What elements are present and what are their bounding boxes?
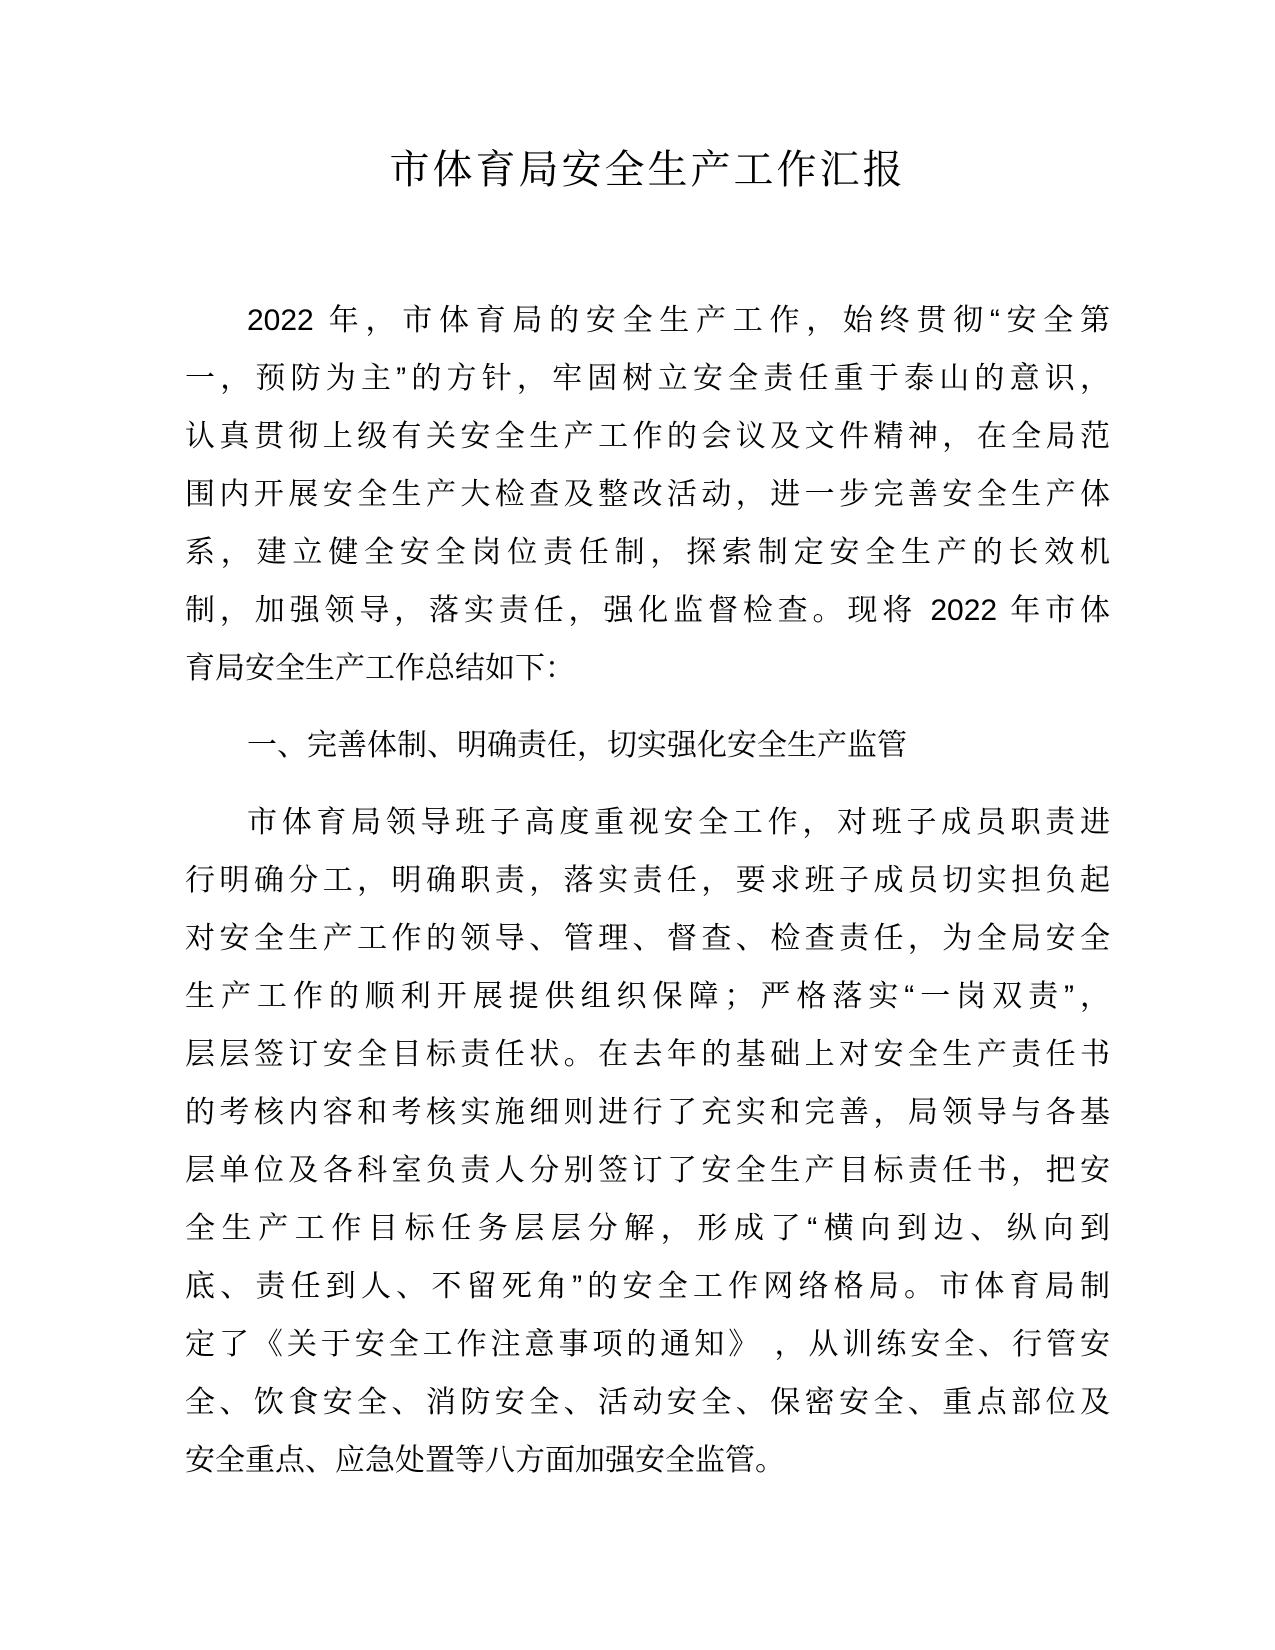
text-line: 对安全生产工作的领导、管理、督查、检查责任，为全局安全 xyxy=(185,922,1110,955)
text-line: 2022 年，市体育局的安全生产工作，始终贯彻“安全第 xyxy=(247,304,1110,337)
text-line: 的考核内容和考核实施细则进行了充实和完善，局领导与各基 xyxy=(185,1096,1110,1129)
text-line: 育局安全生产工作总结如下： xyxy=(185,652,575,685)
text-line: 认真贯彻上级有关安全生产工作的会议及文件精神，在全局范 xyxy=(185,420,1110,453)
paragraph-intro xyxy=(185,292,1110,698)
text-line: 围内开展安全生产大检查及整改活动，进一步完善安全生产体 xyxy=(185,478,1110,511)
text-line: 定了《关于安全工作注意事项的通知》 ，从训练安全、行管安 xyxy=(185,1328,1110,1361)
text-line: 底、责任到人、不留死角”的安全工作网络格局。市体育局制 xyxy=(185,1270,1110,1303)
text-line: 行明确分工，明确职责，落实责任，要求班子成员切实担负起 xyxy=(185,864,1110,897)
section-heading xyxy=(185,717,1110,775)
text-line: 市体育局领导班子高度重视安全工作，对班子成员职责进 xyxy=(247,806,1110,839)
text-line: 安全重点、应急处置等八方面加强安全监管。 xyxy=(185,1444,785,1477)
text-line: 制，加强领导，落实责任，强化监督检查。现将 2022 年市体 xyxy=(185,594,1110,627)
paragraph-section-1 xyxy=(185,794,1110,1490)
text-line: 系，建立健全安全岗位责任制，探索制定安全生产的长效机 xyxy=(185,536,1110,569)
text-line: 层单位及各科室负责人分别签订了安全生产目标责任书，把安 xyxy=(185,1154,1110,1187)
text-line: 一，预防为主”的方针，牢固树立安全责任重于泰山的意识， xyxy=(185,362,1110,395)
section-heading-text: 一、完善体制、明确责任，切实强化安全生产监管 xyxy=(247,729,907,762)
text-line: 层层签订安全目标责任状。在去年的基础上对安全生产责任书 xyxy=(185,1038,1110,1071)
document-title: 市体育局安全生产工作汇报 xyxy=(389,148,906,192)
text-line: 全、饮食安全、消防安全、活动安全、保密安全、重点部位及 xyxy=(185,1386,1110,1419)
text-line: 生产工作的顺利开展提供组织保障；严格落实“一岗双责”， xyxy=(185,980,1110,1013)
text-line: 全生产工作目标任务层层分解，形成了“横向到边、纵向到 xyxy=(185,1212,1110,1245)
